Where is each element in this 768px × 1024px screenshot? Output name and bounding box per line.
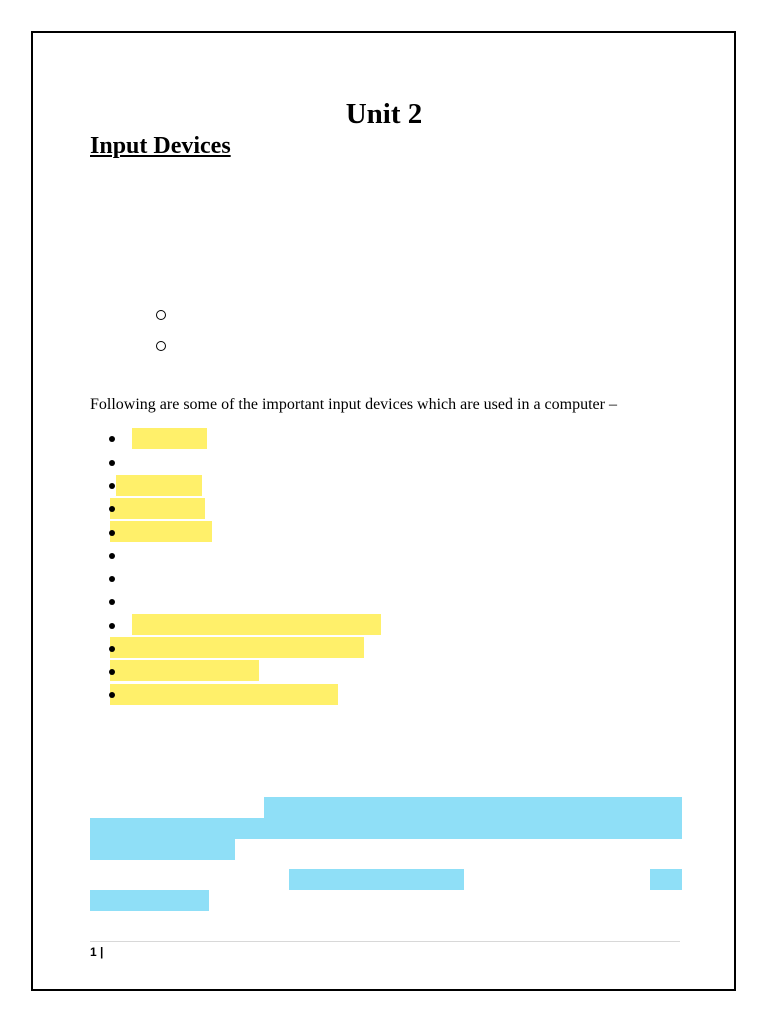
bullet-icon (109, 506, 115, 512)
highlight-block (116, 475, 202, 496)
highlight-block (132, 614, 381, 635)
bullet-icon (109, 483, 115, 489)
highlight-block (110, 498, 205, 519)
highlight-block (90, 890, 209, 911)
bullet-icon (109, 576, 115, 582)
highlight-block (90, 818, 682, 839)
sub-bullet-icon (156, 310, 166, 320)
bullet-icon (109, 530, 115, 536)
highlight-block (264, 797, 682, 818)
sub-bullet-icon (156, 341, 166, 351)
highlight-block (90, 839, 235, 860)
footer-divider (90, 941, 680, 942)
bullet-icon (109, 646, 115, 652)
bullet-icon (109, 460, 115, 466)
highlight-block (289, 869, 464, 890)
bullet-icon (109, 553, 115, 559)
section-heading: Input Devices (90, 133, 231, 159)
bullet-icon (109, 599, 115, 605)
highlight-block (110, 637, 364, 658)
highlight-block (650, 869, 682, 890)
intro-paragraph: Following are some of the important input devices which are used in a computer – (90, 396, 617, 413)
bullet-icon (109, 436, 115, 442)
bullet-icon (109, 692, 115, 698)
highlight-block (110, 521, 212, 542)
bullet-icon (109, 669, 115, 675)
highlight-block (110, 684, 338, 705)
page-number: 1 | (90, 945, 104, 959)
page-title: Unit 2 (345, 98, 423, 130)
bullet-icon (109, 623, 115, 629)
highlight-block (132, 428, 207, 449)
highlight-block (110, 660, 259, 681)
